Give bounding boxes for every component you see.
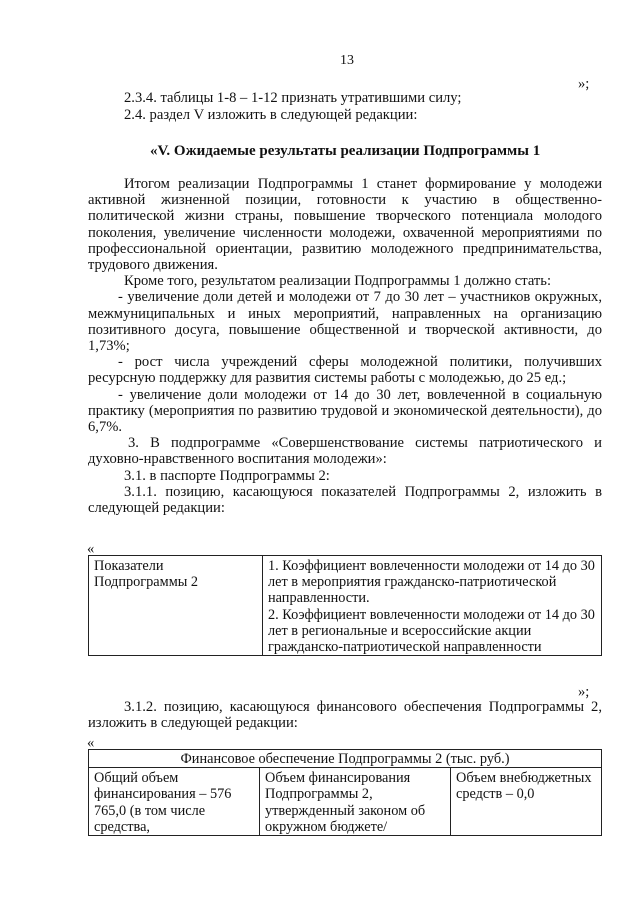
bullet-social-practice: - увеличение доли молодежи от 14 до 30 лет, вовлеченной в социальную практику (мероприятия по развитию трудовой и экономической деятельности), до 6,7%. [88, 386, 602, 436]
body-block-2 [88, 699, 602, 731]
paragraph-results: Итогом реализации Подпрограммы 1 станет формирование у молодежи активной жизненной позиции, готовности к участию в общественно-политической жизни страны, повышение творческого потенциала молодого поколения, увеличение численности молодежи, охваченной мероприятиями по профессиональной ориентации, развитию молодежного предпринимательства, трудового движения. [88, 176, 602, 274]
opening-quote-2: « [87, 735, 95, 751]
paragraph-moreover: Кроме того, результатом реализации Подпрограммы 1 должно стать: [124, 273, 552, 290]
paragraph-item-3: 3. В подпрограмме «Совершенствование системы патриотического и духовно-нравственного воспитания молодежи»: [88, 435, 602, 468]
financing-table [88, 749, 602, 836]
paragraph-item-3-1: 3.1. в паспорте Подпрограммы 2: [124, 467, 330, 484]
bullet-share-youth: - увеличение доли детей и молодежи от 7 до 30 лет – участников окружных, межмуниципальных и иных мероприятий, направленных на организацию позитивного досуга, повышение общественной и творческой активности, до 1,73%; [88, 289, 602, 355]
indicator-1: 1. Коэффициент вовлеченности молодежи от 14 до 30 лет в мероприятия гражданско-патриотической направленности. [268, 558, 595, 607]
section-heading: «V. Ожидаемые результаты реализации Подпрограммы 1 [150, 143, 541, 159]
item-2-3-4: 2.3.4. таблицы 1-8 – 1-12 признать утратившими силу; [124, 90, 462, 106]
bullet-institutions: - рост числа учреждений сферы молодежной политики, получивших ресурсную поддержку для развития системы работы с молодежью, до 25 ед.; [88, 354, 602, 387]
paragraph-item-3-1-1: 3.1.1. позицию, касающуюся показателей Подпрограммы 2, изложить в следующей редакции: [88, 483, 602, 517]
financing-extrabudget: Объем внебюджетных средств – 0,0 [451, 768, 602, 836]
page-number: 13 [340, 53, 354, 68]
financing-total: Общий объем финансирования – 576 765,0 (в том числе средства, [89, 768, 260, 836]
financing-header: Финансовое обеспечение Подпрограммы 2 (тыс. руб.) [89, 750, 602, 768]
body-block-1 [88, 176, 602, 516]
opening-quote-1: « [87, 541, 95, 557]
indicator-2: 2. Коэффициент вовлеченности молодежи от 14 до 30 лет в региональные и всероссийские акции гражданско-патриотической направленности [268, 606, 595, 656]
indicators-values [263, 556, 602, 656]
closing-quote: »; [578, 76, 590, 92]
item-2-4: 2.4. раздел V изложить в следующей редакции: [124, 107, 418, 123]
indicators-table [88, 555, 602, 656]
paragraph-item-3-1-2: 3.1.2. позицию, касающуюся финансового обеспечения Подпрограммы 2, изложить в следующей редакции: [88, 699, 602, 732]
closing-quote-2: »; [578, 684, 590, 700]
financing-approved: Объем финансирования Подпрограммы 2, утвержденный законом об окружном бюджете/ [260, 768, 451, 836]
indicators-label: Показатели Подпрограммы 2 [89, 556, 263, 656]
